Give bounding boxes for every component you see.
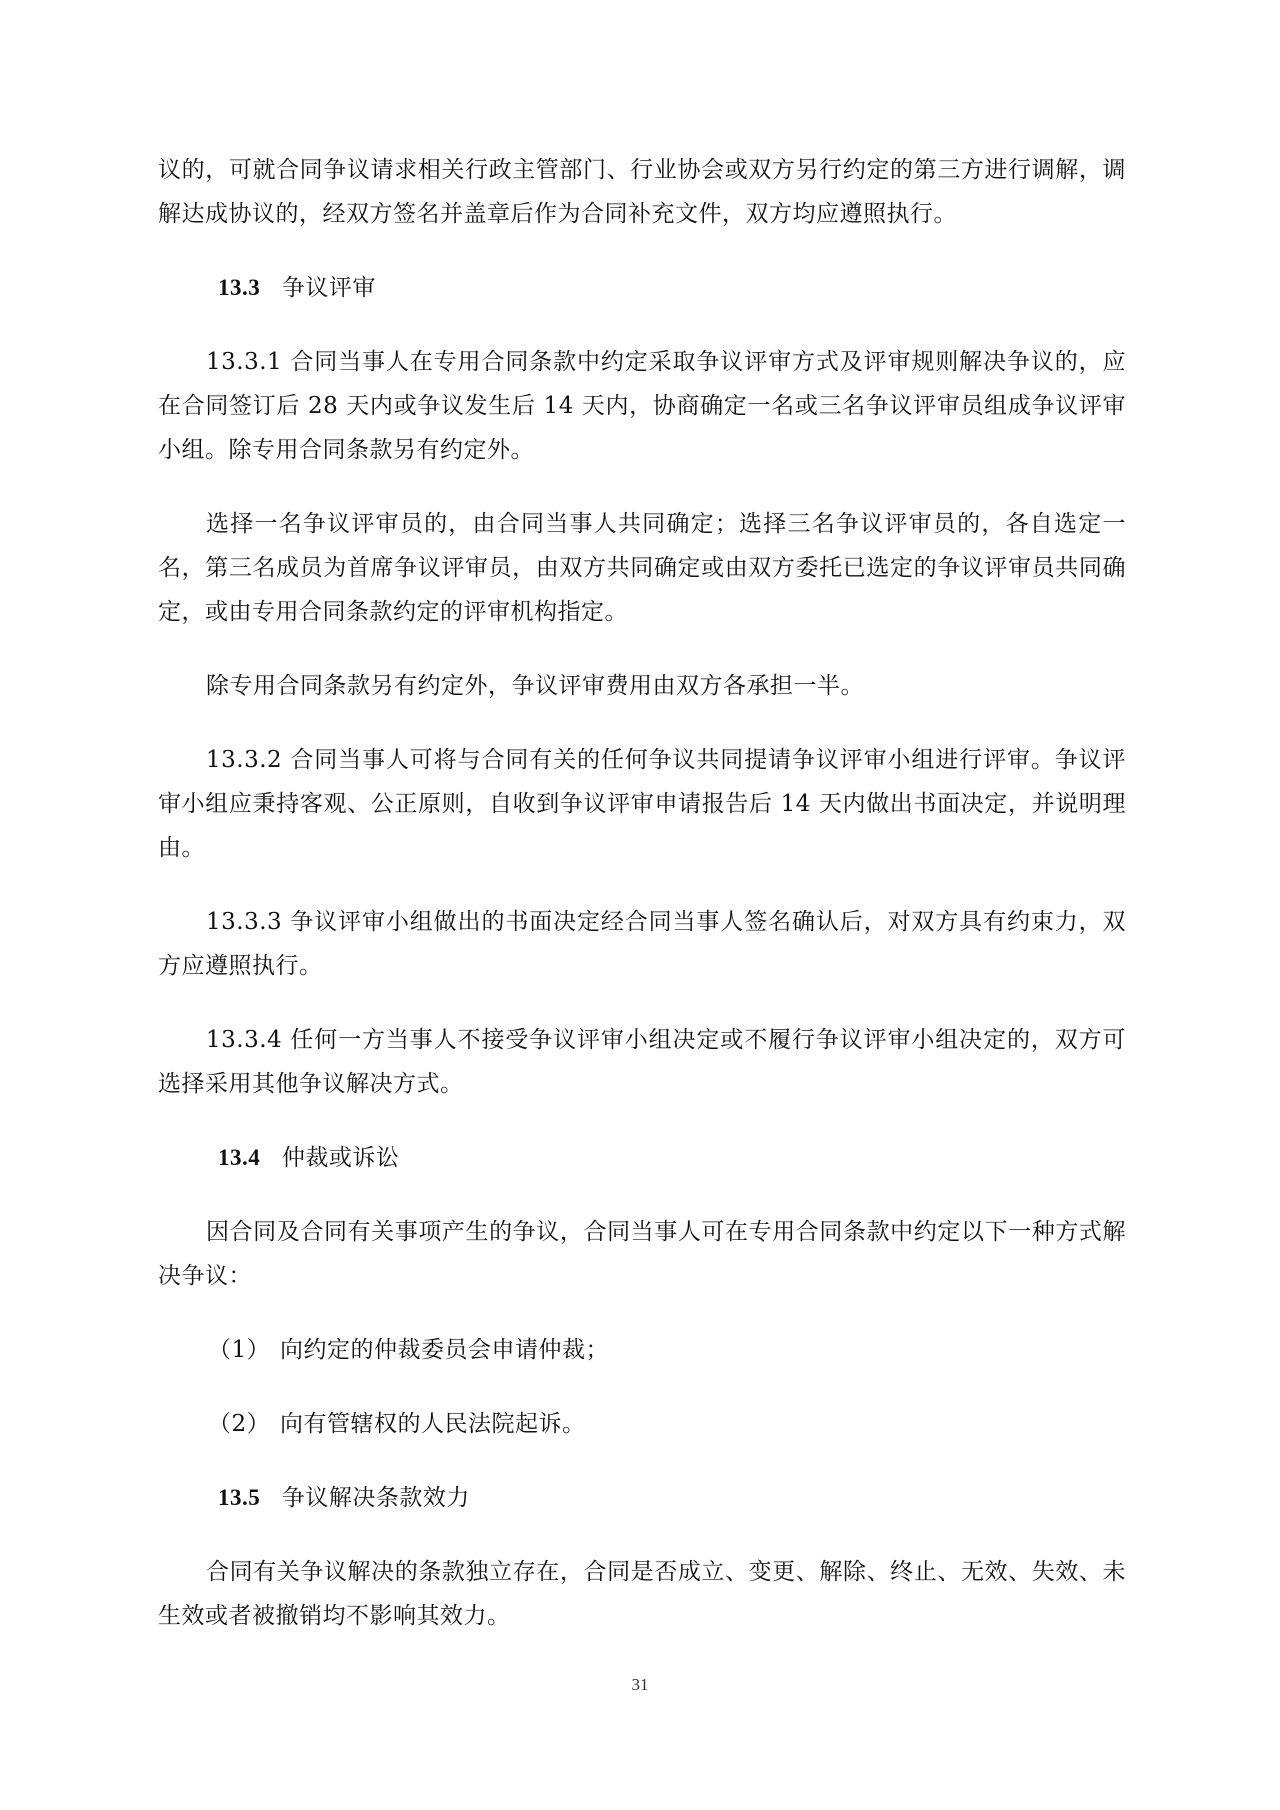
page-number: 31 [631, 1675, 649, 1694]
section-heading-13-4 [158, 1136, 1126, 1180]
clause-13-3-4: 13.3.4 任何一方当事人不接受争议评审小组决定或不履行争议评审小组决定的，双方可选择采用其他争议解决方式。 [158, 1027, 1126, 1097]
clause-13-3-2: 13.3.2 合同当事人可将与合同有关的任何争议共同提请争议评审小组进行评审。争议评审小组应秉持客观、公正原则，自收到争议评审申请报告后 14 天内做出书面决定，并说明理由。 [158, 747, 1126, 861]
section-number: 13.5 [218, 1485, 261, 1510]
section-title: 争议评审 [281, 275, 376, 301]
section-number: 13.3 [218, 275, 261, 300]
clause-13-3-1: 13.3.1 合同当事人在专用合同条款中约定采取争议评审方式及评审规则解决争议的，应在合同签订后 28 天内或争议发生后 14 天内，协商确定一名或三名争议评审员组成争议评审小组。除专用合同条款另有约定外。 [158, 349, 1126, 463]
clause-13-3-3: 13.3.3 争议评审小组做出的书面决定经合同当事人签名确认后，对双方具有约束力，双方应遵照执行。 [158, 909, 1126, 979]
paragraph-review-fee: 除专用合同条款另有约定外，争议评审费用由双方各承担一半。 [206, 673, 864, 699]
paragraph-reviewer-selection: 选择一名争议评审员的，由合同当事人共同确定；选择三名争议评审员的，各自选定一名，第三名成员为首席争议评审员，由双方共同确定或由双方委托已选定的争议评审员共同确定，或由专用合同条款约定的评审机构指定。 [158, 511, 1126, 625]
clause-13-4: 因合同及合同有关事项产生的争议，合同当事人可在专用合同条款中约定以下一种方式解决争议： [158, 1219, 1126, 1289]
section-heading-13-5 [158, 1476, 1126, 1520]
section-number: 13.4 [218, 1145, 261, 1170]
list-item-text: 向有管辖权的人民法院起诉。 [280, 1411, 586, 1437]
list-item-text: 向约定的仲裁委员会申请仲裁； [280, 1337, 609, 1363]
page-content [158, 148, 1126, 1638]
list-item [158, 1402, 1126, 1446]
list-marker: （1） [208, 1337, 271, 1363]
section-title: 仲裁或诉讼 [281, 1145, 400, 1171]
clause-13-5: 合同有关争议解决的条款独立存在，合同是否成立、变更、解除、终止、无效、失效、未生效或者被撤销均不影响其效力。 [158, 1559, 1126, 1629]
list-marker: （2） [208, 1411, 271, 1437]
section-title: 争议解决条款效力 [281, 1485, 470, 1511]
paragraph-continuation: 议的，可就合同争议请求相关行政主管部门、行业协会或双方另行约定的第三方进行调解，调解达成协议的，经双方签名并盖章后作为合同补充文件，双方均应遵照执行。 [158, 157, 1126, 227]
list-item [158, 1328, 1126, 1372]
section-heading-13-3 [158, 266, 1126, 310]
